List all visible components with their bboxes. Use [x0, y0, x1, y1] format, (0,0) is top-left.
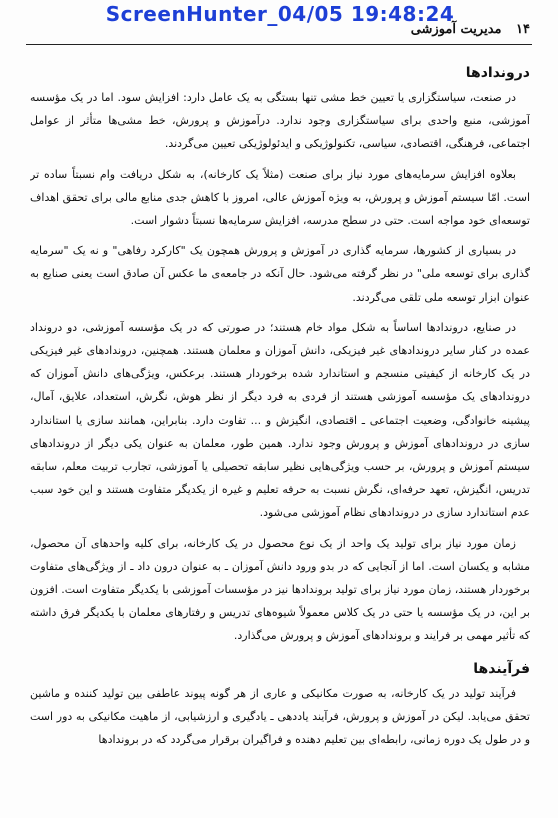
section-heading-processes: فرآیندها [473, 660, 530, 677]
page-body [30, 62, 530, 818]
paragraph: زمان مورد نیاز برای تولید یک واحد از یک نوع محصول در یک کارخانه، برای کلیه واحدهای آن محصول، مشابه و یکسان است. اما از آنجایی که در بدو ورود دانش آموزان ـ به عنوان درون داد ـ از ویژگی‌های متفاوت برخوردار هستند، زمان مورد نیاز برای تولید بروندادها نیز در مؤسسات آموزشی با یکدیگر متفاوت است. افزون بر این، در یک مؤسسه یا حتی در یک کلاس معمولاً شیوه‌های تدریس و رفتارهای معلمان با یکدیگر فرق داشته که تأثیر مهمی بر فرایند و بروندادهای آموزش و پرورش می‌گذارد. [30, 536, 530, 643]
paragraph: در بسیاری از کشورها، سرمایه گذاری در آموزش و پرورش همچون یک "کارکرد رفاهی" و نه یک "سرمایه گذاری برای توسعه ملی" در نظر گرفته می‌شود. حال آنکه در جامعه‌ی ما عکس آن صادق است یعنی صنایع به عنوان ابزار توسعه ملی تلقی می‌گردند. [30, 244, 530, 304]
screenhunter-watermark: ScreenHunter_04/05 19:48:24 [105, 2, 455, 26]
section-heading-inputs: دروندادها [465, 65, 530, 81]
paragraph: بعلاوه افزایش سرمایه‌های مورد نیاز برای صنعت (مثلاً یک کارخانه)، به شکل دریافت وام نسبتاً ساده تر است. امّا سیستم آموزش و پرورش، به ویژه آموزش عالی، امروز با کاهش جدی منابع مالی برای تحقق اهداف توسعه‌ای خود مواجه است. حتی در سطح مدرسه، افزایش سرمایه‌ها نسبتاً دشوار است. [30, 167, 530, 228]
paragraph: در صنایع، دروندادها اساساً به شکل مواد خام هستند؛ در صورتی که در یک مؤسسه آموزشی، دو درونداد عمده در کنار سایر دروندادهای غیر فیزیکی، دانش آموزان و معلمان هستند. همچنین، دروندادهای غیر فیزیکی در یک کارخانه از کیفیتی منسجم و استاندارد شده برخوردار هستند. برعکس، ویژگی‌های دانش آموزان که دروندادهای یک مؤسسه آموزشی هستند از فردی به فرد دیگر از نظر هوش، نگرش، استعداد، علایق، آمال، پیشینه خانوادگی، وضعیت اجتماعی ـ اقتصادی، انگیزش و ... تفاوت دارد. بنابراین، همانند سازی یا استاندارد سازی در دروندادهای آموزش و پرورش وجود ندارد. همین طور، معلمان به عنوان یکی دیگر از دروندادهای سیستم آموزش و پرورش، بر حسب ویژگی‌هایی نظیر سابقه تحصیلی یا آموزشی، تجارب تربیت معلم، سابقه تدریس، انگیزش، تعهد حرفه‌ای، نگرش نسبت به حرفه تعلیم و غیره از یکدیگر متفاوت هستند و این خود سبب عدم استاندارد سازی در دروندادهای نظام آموزشی می‌شود. [30, 320, 530, 520]
paragraph: فرآیند تولید در یک کارخانه، به صورت مکانیکی و عاری از هر گونه پیوند عاطفی بین تولید کننده و ماشین تحقق می‌یابد. لیکن در آموزش و پرورش، فرآیند یاددهی ـ یادگیری و ارزشیابی، از ماهیت مکانیکی به دور است و در طول یک دوره زمانی، رابطه‌ای بین تعلیم دهنده و فراگیران برقرار می‌گردد که در بروندادها [30, 686, 530, 747]
paragraph: در صنعت، سیاستگزاری یا تعیین خط مشی تنها بستگی به یک عامل دارد: افزایش سود. اما در یک مؤسسه آموزشی، منبع واحدی برای سیاستگزاری وجود ندارد. درآموزش و پرورش، خط مشی‌ها متأثر از عوامل اجتماعی، فرهنگی، اقتصادی، سیاسی، تکنولوژیکی و ایدئولوژیکی تعیین می‌گردند. [30, 91, 530, 151]
page-number: ۱۴ [516, 22, 530, 37]
running-header [411, 22, 530, 37]
running-title: مدیریت آموزشی [410, 22, 502, 37]
header-rule [26, 44, 532, 45]
